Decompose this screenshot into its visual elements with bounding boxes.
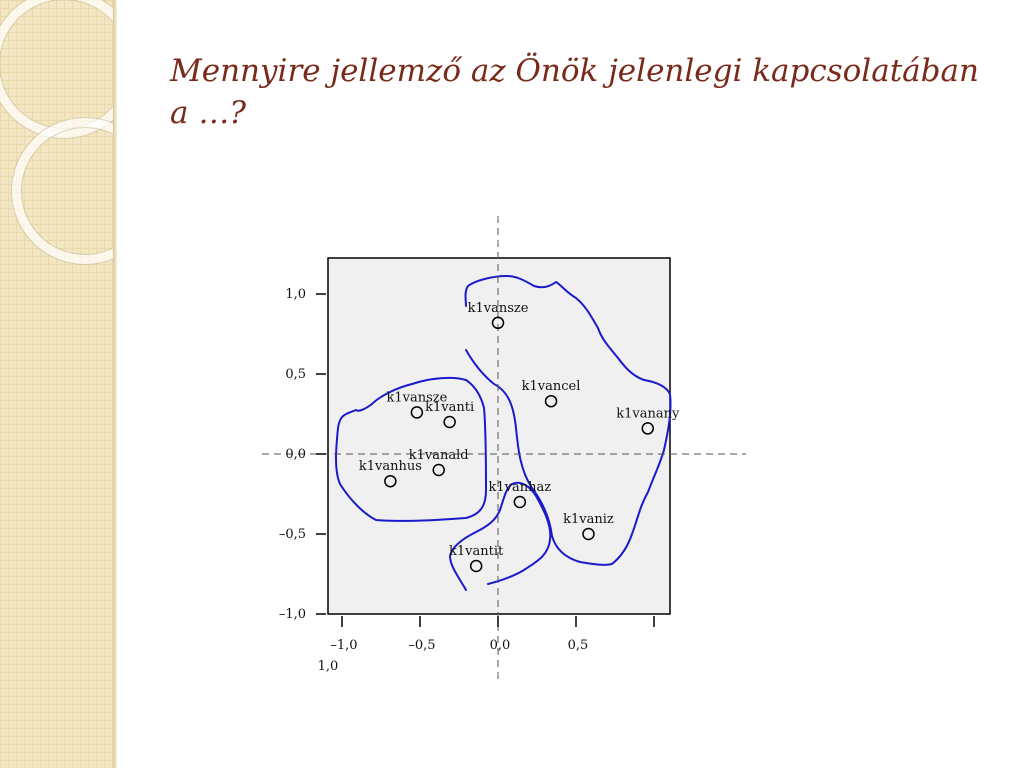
y-tick-label: –1,0 [278,607,306,622]
data-point-label: k1vaniz [563,512,614,527]
data-point-label: k1vansze [467,300,529,316]
x-extra-tick-label: 1,0 [317,659,339,674]
y-tick-label: –0,5 [278,527,306,542]
x-tick-label: 0,5 [567,638,589,653]
x-tick-label: –0,5 [408,638,436,653]
y-tick-label: 0,5 [285,367,306,382]
data-point-label: k1vanany [616,406,680,422]
y-tick-label: 0,0 [285,447,306,462]
data-point-label: k1vanti [425,400,475,415]
data-point-label: k1vantit [449,544,504,559]
y-tick-label: 1,0 [285,287,306,302]
data-point-label: k1vanhaz [488,480,552,495]
data-point-label: k1vanhus [358,459,422,475]
data-point-label: k1vanald [408,448,469,463]
x-tick-label: 0,0 [489,638,511,653]
x-tick-label: –1,0 [330,638,358,653]
data-point-label: k1vansze [386,390,448,406]
data-point-label: k1vancel [521,379,581,395]
slide-title: Mennyire jellemző az Önök jelenlegi kapcsolatában a …? [170,53,979,131]
